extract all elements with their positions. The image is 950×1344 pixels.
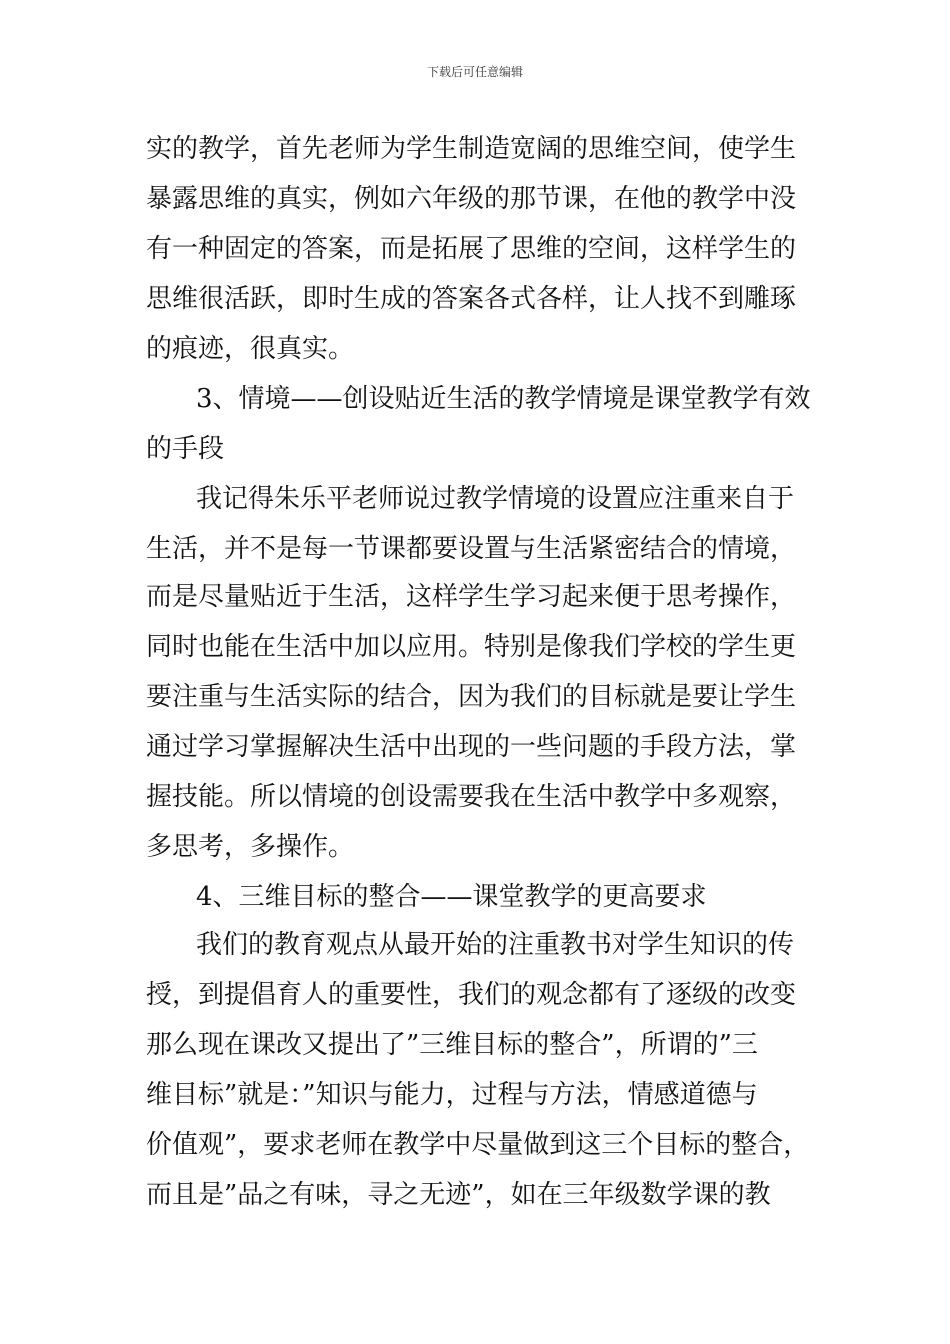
paragraph-line: 价值观”，要求老师在教学中尽量做到这三个目标的整合， [146, 1130, 810, 1160]
section-heading-continued: 的手段 [146, 434, 225, 464]
paragraph-line: 生活，并不是每一节课都要设置与生活紧密结合的情境， [146, 534, 797, 564]
page-header: 下载后可任意编辑 [426, 65, 523, 79]
paragraph-line: 思维很活跃，即时生成的答案各式各样，让人找不到雕琢 [146, 284, 797, 314]
section-heading: 4、三维目标的整合——课堂教学的更高要求 [196, 882, 707, 912]
paragraph-line: 通过学习掌握解决生活中出现的一些问题的手段方法，掌 [146, 732, 797, 762]
paragraph-line: 我们的教育观点从最开始的注重教书对学生知识的传 [196, 930, 795, 960]
paragraph-line: 握技能。所以情境的创设需要我在生活中教学中多观察， [146, 782, 797, 812]
paragraph-line: 要注重与生活实际的结合，因为我们的目标就是要让学生 [146, 682, 797, 712]
paragraph-line: 维目标”就是：”知识与能力，过程与方法，情感道德与 [146, 1080, 758, 1110]
section-heading: 3、情境——创设贴近生活的教学情境是课堂教学有效 [196, 384, 811, 414]
paragraph-line: 实的教学，首先老师为学生制造宽阔的思维空间，使学生 [146, 134, 797, 164]
paragraph-line: 而且是”品之有味，寻之无迹”，如在三年级数学课的教 [146, 1180, 771, 1210]
paragraph-line: 多思考，多操作。 [146, 832, 355, 862]
paragraph-line: 同时也能在生活中加以应用。特别是像我们学校的学生更 [146, 632, 797, 662]
paragraph-line: 那么现在课改又提出了”三维目标的整合”，所谓的”三 [146, 1030, 758, 1060]
paragraph-line: 而是尽量贴近于生活，这样学生学习起来便于思考操作， [146, 582, 797, 612]
paragraph-line: 授，到提倡育人的重要性，我们的观念都有了逐级的改变 [146, 980, 797, 1010]
paragraph-line: 的痕迹，很真实。 [146, 334, 355, 364]
paragraph-line: 暴露思维的真实，例如六年级的那节课，在他的教学中没 [146, 184, 797, 214]
paragraph-line: 有一种固定的答案，而是拓展了思维的空间，这样学生的 [146, 234, 797, 264]
paragraph-line: 我记得朱乐平老师说过教学情境的设置应注重来自于 [196, 484, 795, 514]
